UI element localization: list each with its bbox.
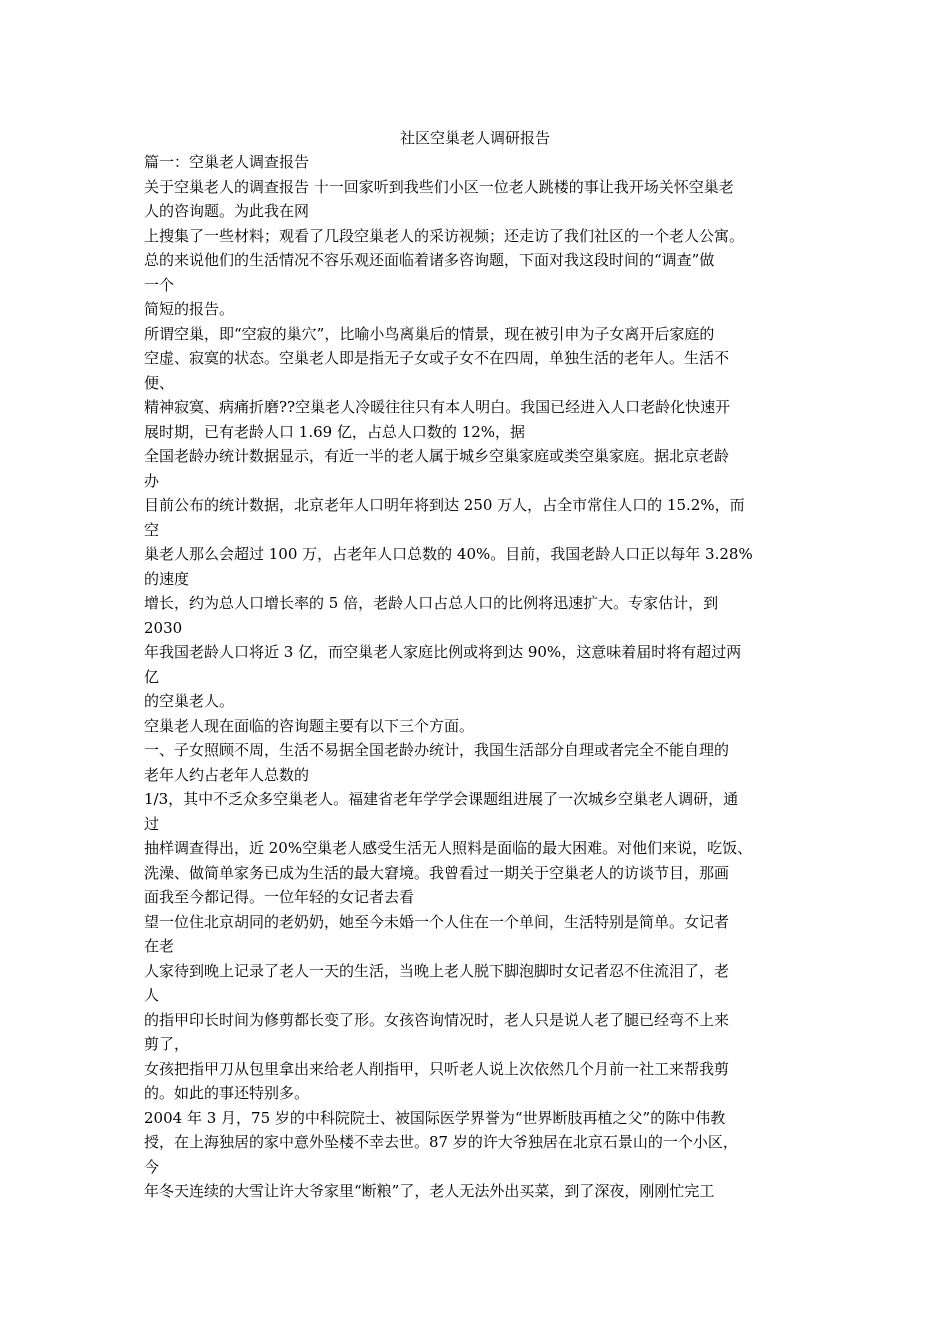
document-line: 巢老人那么会超过 100 万，占老年人口总数的 40%。目前，我国老龄人口正以每年 3.28% [144,545,753,563]
document-line: 人家待到晚上记录了老人一天的生活，当晚上老人脱下脚泡脚时女记者忍不住流泪了，老 [144,961,730,980]
document-line: 目前公布的统计数据，北京老年人口明年将到达 250 万人，占全市常住人口的 15.2%，而 [144,496,745,514]
document-line: 在老 [144,937,175,955]
document-line: 的速度 [144,569,190,588]
document-line: 老年人约占老年人总数的 [144,765,310,784]
document-line: 亿 [144,667,160,686]
document-line: 的空巢老人。 [144,692,235,710]
document-line: 人的咨询题。为此我在网 [144,202,310,220]
document-line: 抽样调查得出，近 20%空巢老人感受生活无人照料是面临的最大困难。对他们来说，吃饭、 [144,839,753,857]
document-line: 总的来说他们的生活情况不容乐观还面临着诸多咨询题，下面对我这段时间的“调查”做 [144,251,715,269]
document-line: 授，在上海独居的家中意外坠楼不幸去世。87 岁的许大爷独居在北京石景山的一个小区， [144,1133,738,1151]
document-line: 的指甲印长时间为修剪都长变了形。女孩咨询情况时，老人只是说人老了腿已经弯不上来 [144,1010,730,1029]
document-line: 上搜集了一些材料；观看了几段空巢老人的采访视频；还走访了我们社区的一个老人公寓。 [144,226,745,245]
document-line: 一、子女照顾不周，生活不易据全国老龄办统计，我国生活部分自理或者完全不能自理的 [144,741,730,759]
document-title: 社区空巢老人调研报告 [399,129,550,147]
document-line: 今 [144,1157,160,1176]
document-line: 所谓空巢，即“空寂的巢穴”，比喻小鸟离巢后的情景，现在被引申为子女离开后家庭的 [144,324,715,343]
document-line: 增长，约为总人口增长率的 5 倍，老龄人口占总人口的比例将迅速扩大。专家估计，到 [144,594,719,612]
document-line: 女孩把指甲刀从包里拿出来给老人削指甲，只听老人说上次依然几个月前一社工来帮我剪 [144,1059,730,1078]
document-line: 一个 [144,275,175,294]
document-line: 全国老龄办统计数据显示，有近一半的老人属于城乡空巢家庭或类空巢家庭。据北京老龄 [144,447,730,465]
document-line: 篇一：空巢老人调查报告 [144,153,310,171]
document-line: 人 [144,986,160,1004]
document-line: 面我至今都记得。一位年轻的女记者去看 [144,888,415,906]
document-line: 剪了， [144,1035,190,1053]
document-line: 2004 年 3 月，75 岁的中科院院士、被国际医学界誉为“世界断肢再植之父”的陈中伟教 [144,1108,726,1127]
document-line: 洗澡、做简单家务已成为生活的最大窘境。我曾看过一期关于空巢老人的访谈节目，那画 [144,863,730,882]
document-line: 关于空巢老人的调查报告 十一回家听到我些们小区一位老人跳楼的事让我开场关怀空巢老 [144,177,734,196]
document-line: 望一位住北京胡同的老奶奶，她至今未婚一个人住在一个单间，生活特别是简单。女记者 [144,912,730,931]
document-line: 1/3，其中不乏众多空巢老人。福建省老年学学会课题组进展了一次城乡空巢老人调研，通 [144,790,739,808]
document-line: 展时期，已有老龄人口 1.69 亿，占总人口数的 12%，据 [144,422,526,441]
document-line: 精神寂寞、病痛折磨??空巢老人冷暖往往只有本人明白。我国已经进入人口老龄化快速开 [144,398,731,416]
document-line: 空巢老人现在面临的咨询题主要有以下三个方面。 [144,716,475,735]
document-line: 办 [144,471,160,490]
document-line: 简短的报告。 [144,300,235,318]
document-line: 年我国老龄人口将近 3 亿，而空巢老人家庭比例或将到达 90%，这意味着届时将有超过两 [144,643,742,661]
document-line: 过 [144,814,160,833]
document-body [144,150,812,1204]
document-line: 便、 [144,373,175,392]
document-line: 空 [144,520,160,539]
document-line: 空虚、寂寞的状态。空巢老人即是指无子女或子女不在四周，单独生活的老年人。生活不 [144,349,730,367]
document-line: 2030 [144,618,183,637]
document-line: 年冬天连续的大雪让许大爷家里“断粮”了，老人无法外出买菜，到了深夜，刚刚忙完工 [144,1182,715,1200]
document-line: 的。如此的事还特别多。 [144,1084,310,1102]
